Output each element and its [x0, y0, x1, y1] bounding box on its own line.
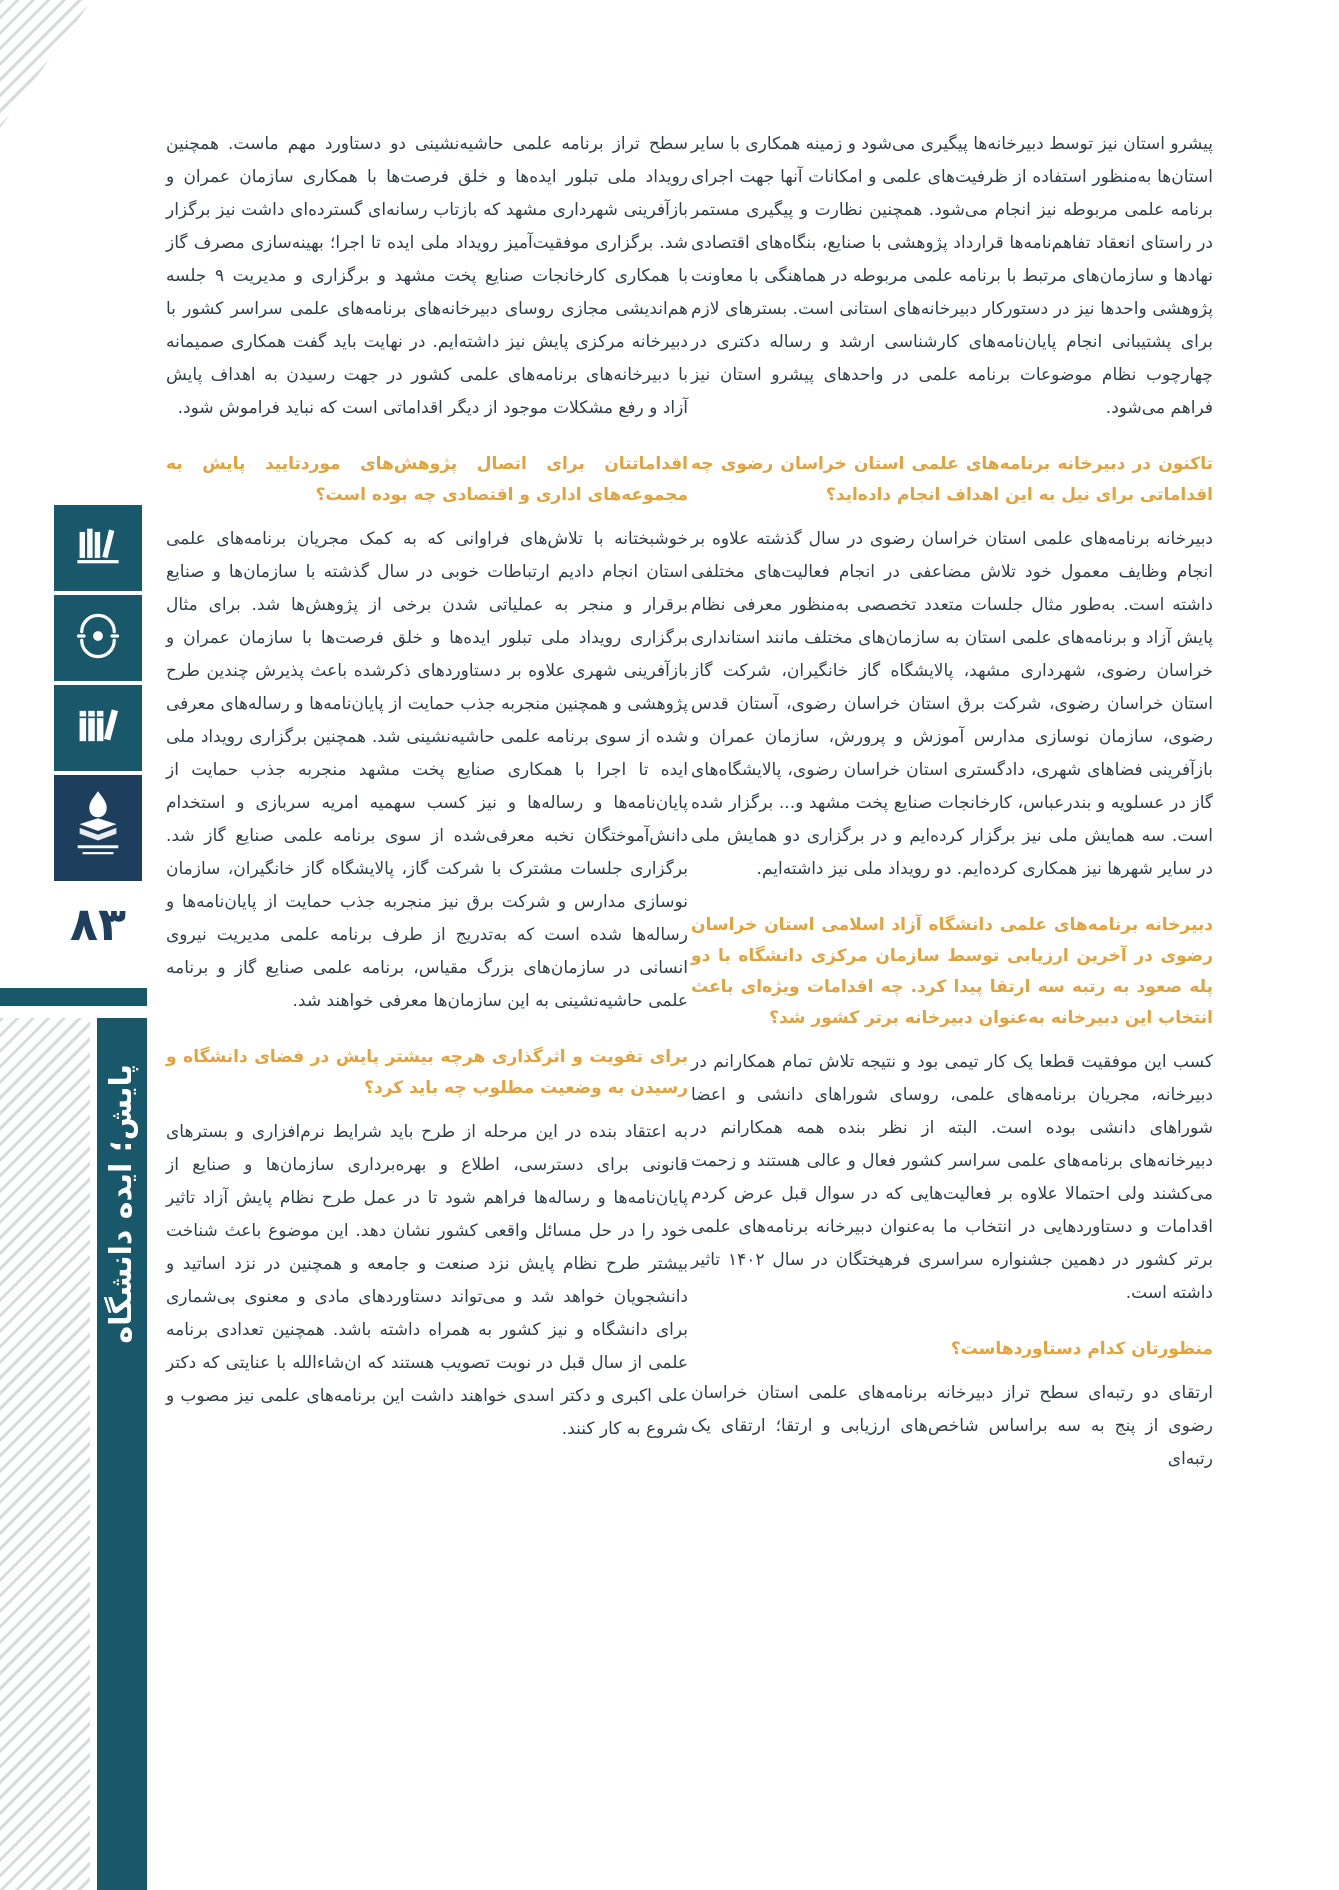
- rail-divider-strip: [0, 988, 147, 1006]
- rail-icon-tile: [54, 505, 142, 591]
- rail-icon-tile: [54, 595, 142, 681]
- paragraph: به اعتقاد بنده در این مرحله از طرح باید شرایط نرم‌افزاری و بسترهای قانونی برای دسترسی، اطلاع و بهره‌برداری سازمان‌ها و صنایع از پایان‌نامه‌ها و رساله‌ها فراهم شود تا در عمل طرح نظام پایش آزاد تاثیر خود را در حل مسائل واقعی کشور نشان دهد. این موضوع باعث شناخت بیشتر طرح نظام پایش نزد صنعت و جامعه و همچنین در نزد اساتید و دانشجویان خواهد شد و می‌تواند دستاوردهای مادی و معنوی بی‌شماری برای دانشگاه و نیز کشور به همراه داشته باشد. همچنین تعدادی برنامه علمی از سال قبل در نوبت تصویب هستند که ان‌شاءالله با عنایتی که دکتر علی اکبری و دکتر اسدی خواهند داشت این برنامه‌های علمی نیز مصوب و شروع به کار کنند.: [166, 1122, 688, 1439]
- question-heading: اقداماتتان برای اتصال پژوهش‌های موردتایید پایش به مجموعه‌های اداری و اقتصادی چه بوده است؟: [166, 454, 688, 505]
- column-right: [691, 128, 1213, 1488]
- question-heading: تاکنون در دبیرخانه برنامه‌های علمی استان خراسان رضوی چه اقداماتی برای نیل به این اهداف انجام داده‌اید؟: [691, 454, 1213, 505]
- books-icon: [72, 700, 124, 756]
- column-left: [166, 128, 688, 1458]
- rail-icon-tile: [54, 685, 142, 771]
- bookshelf-icon: [72, 520, 124, 576]
- bottom-stripes-decoration: [0, 1018, 90, 1890]
- section-title-vertical: پایش؛ ایده دانشگاه: [104, 1064, 139, 1344]
- logo-tile: [54, 775, 142, 881]
- cooperation-hands-icon: [72, 610, 124, 666]
- paragraph: کسب این موفقیت قطعا یک کار تیمی بود و نتیجه تلاش تمام همکارانم در دبیرخانه، مجریان برنامه‌های علمی، روسای شوراهای دانشی و اعضا شوراهای دانشی بوده است. البته از نظر بنده همه همکارانم در دبیرخانه‌های برنامه‌های علمی سراسر کشور فعال و عالی هستند و زحمت می‌کشند ولی احتمالا علاوه بر فعالیت‌هایی که در سوال قبل عرض کردم اقدامات و دستاوردهایی در انتخاب ما به‌عنوان دبیرخانه برنامه‌های علمی برتر کشور در دهمین جشنواره سراسری فرهیختگان در سال ۱۴۰۲ تاثیر داشته است.: [691, 1052, 1213, 1303]
- question-heading: منظورتان کدام دستاوردهاست؟: [950, 1339, 1213, 1359]
- azad-university-logo: [69, 784, 127, 872]
- paragraph: دبیرخانه برنامه‌های علمی استان خراسان رضوی در سال گذشته علاوه بر انجام وظایف معمول خود تلاش مضاعفی در انجام فعالیت‌های مختلفی داشته است. به‌طور مثال جلسات متعدد تخصصی به‌منظور معرفی نظام پایش آزاد و برنامه‌های علمی استان به سازمان‌های مختلف مانند استانداری خراسان رضوی، شهرداری مشهد، پالایشگاه گاز خانگیران، شرکت گاز استان خراسان رضوی، شرکت برق استان خراسان رضوی، آستان قدس رضوی، سازمان نوسازی مدارس آموزش و پرورش، سازمان عمران و بازآفرینی فضاهای شهری، دادگستری استان خراسان رضوی، پالایشگاه‌های گاز در عسلویه و بندرعباس، کارخانجات صنایع پخت مشهد و... برگزار شده است. سه همایش ملی نیز برگزار کرده‌ایم و در برگزاری دو همایش ملی در سایر شهرها نیز همکاری کرده‌ایم. دو رویداد ملی نیز داشته‌ایم.: [691, 529, 1213, 879]
- page-number: ۸۳: [69, 897, 127, 951]
- corner-stripes-decoration: [0, 0, 92, 128]
- question-heading: برای تقویت و اثرگذاری هرچه بیشتر پایش در فضای دانشگاه و رسیدن به وضعیت مطلوب چه باید کرد؟: [166, 1047, 688, 1098]
- section-title-bar: [97, 1018, 147, 1890]
- question-heading: دبیرخانه برنامه‌های علمی دانشگاه آزاد اسلامی استان خراسان رضوی در آخرین ارزیابی توسط سازمان مرکزی دانشگاه با دو پله صعود به رتبه سه ارتقا پیدا کرد. چه اقدامات ویژه‌ای باعث انتخاب این دبیرخانه به‌عنوان دبیرخانه برتر کشور شد؟: [691, 915, 1213, 1028]
- paragraph: ارتقای دو رتبه‌ای سطح تراز دبیرخانه برنامه‌های علمی استان خراسان رضوی از پنج به سه براساس شاخص‌های ارزیابی و ارتقا؛ ارتقای یک رتبه‌ای: [691, 1383, 1213, 1469]
- paragraph: خوشبختانه با تلاش‌های فراوانی که به کمک مجریان برنامه‌های علمی استان انجام دادیم ارتباطات خوبی در سال گذشته با سازمان‌ها و صنایع برقرار و منجر به عملیاتی شدن برخی از پژوهش‌ها شد. برای مثال برگزاری رویداد ملی تبلور ایده‌ها و خلق فرصت‌ها با سازمان عمران و بازآفرینی شهری علاوه بر دستاوردهای ذکرشده باعث پذیرش چندین طرح پژوهشی و همچنین منجربه جذب حمایت از پایان‌نامه‌ها و رساله‌های معرفی شده از سوی برنامه علمی حاشیه‌نشینی شد. همچنین برگزاری رویداد ملی ایده تا اجرا با همکاری صنایع پخت مشهد منجربه جذب حمایت از پایان‌نامه‌ها و رساله‌ها و نیز کسب سهمیه امریه سربازی و استخدام دانش‌آموختگان نخبه معرفی‌شده از سوی برنامه علمی صنایع گاز شد. برگزاری جلسات مشترک با شرکت گاز، پالایشگاه گاز خانگیران، سازمان نوسازی مدارس و شرکت برق نیز منجربه جذب حمایت از پایان‌نامه‌ها و رساله‌ها شده است که به‌تدریج از طرف برنامه علمی مدیریت نیروی انسانی در سازمان‌های بزرگ مقیاس، برنامه علمی صنایع گاز و برنامه علمی حاشیه‌نشینی به این سازمان‌ها معرفی خواهند شد.: [166, 529, 688, 1011]
- paragraph: پیشرو استان نیز توسط دبیرخانه‌ها پیگیری می‌شود و زمینه همکاری با سایر استان‌ها به‌منظور استفاده از ظرفیت‌های علمی و امکانات آنها جهت اجرای برنامه علمی مربوطه نیز انجام می‌شود. همچنین نظارت و پیگیری مستمر در راستای انعقاد تفاهم‌نامه‌ها قرارداد پژوهشی با صنایع، بنگاه‌های اقتصادی نهادها و سازمان‌های مرتبط با برنامه علمی مربوطه در هماهنگی با معاونت پژوهشی واحدها نیز در دستورکار دبیرخانه‌های استانی است. بسترهای لازم برای پشتیبانی انجام پایان‌نامه‌های کارشناسی ارشد و رساله دکتری در چهارچوب نظام موضوعات برنامه علمی در واحدهای پیشرو استان نیز فراهم می‌شود.: [691, 134, 1213, 418]
- paragraph: سطح تراز برنامه علمی حاشیه‌نشینی دو دستاورد مهم ماست. همچنین رویداد ملی تبلور ایده‌ها و خلق فرصت‌ها با همکاری سازمان عمران و بازآفرینی شهرداری مشهد که بازتاب رسانه‌ای گسترده‌ای داشت نیز برگزار شد. برگزاری موفقیت‌آمیز رویداد ملی ایده تا اجرا؛ بهینه‌سازی مصرف گاز با همکاری کارخانجات صنایع پخت مشهد و برگزاری و مدیریت ۹ جلسه هم‌اندیشی مجازی روسای دبیرخانه‌های برنامه‌های علمی سراسر کشور با دبیرخانه مرکزی پایش نیز داشته‌ایم. در نهایت باید گفت همکاری صمیمانه با دبیرخانه‌های برنامه‌های علمی کشور در جهت رسیدن به اهداف پایش آزاد و رفع مشکلات موجود از دیگر اقداماتی است که نباید فراموش شود.: [166, 134, 688, 418]
